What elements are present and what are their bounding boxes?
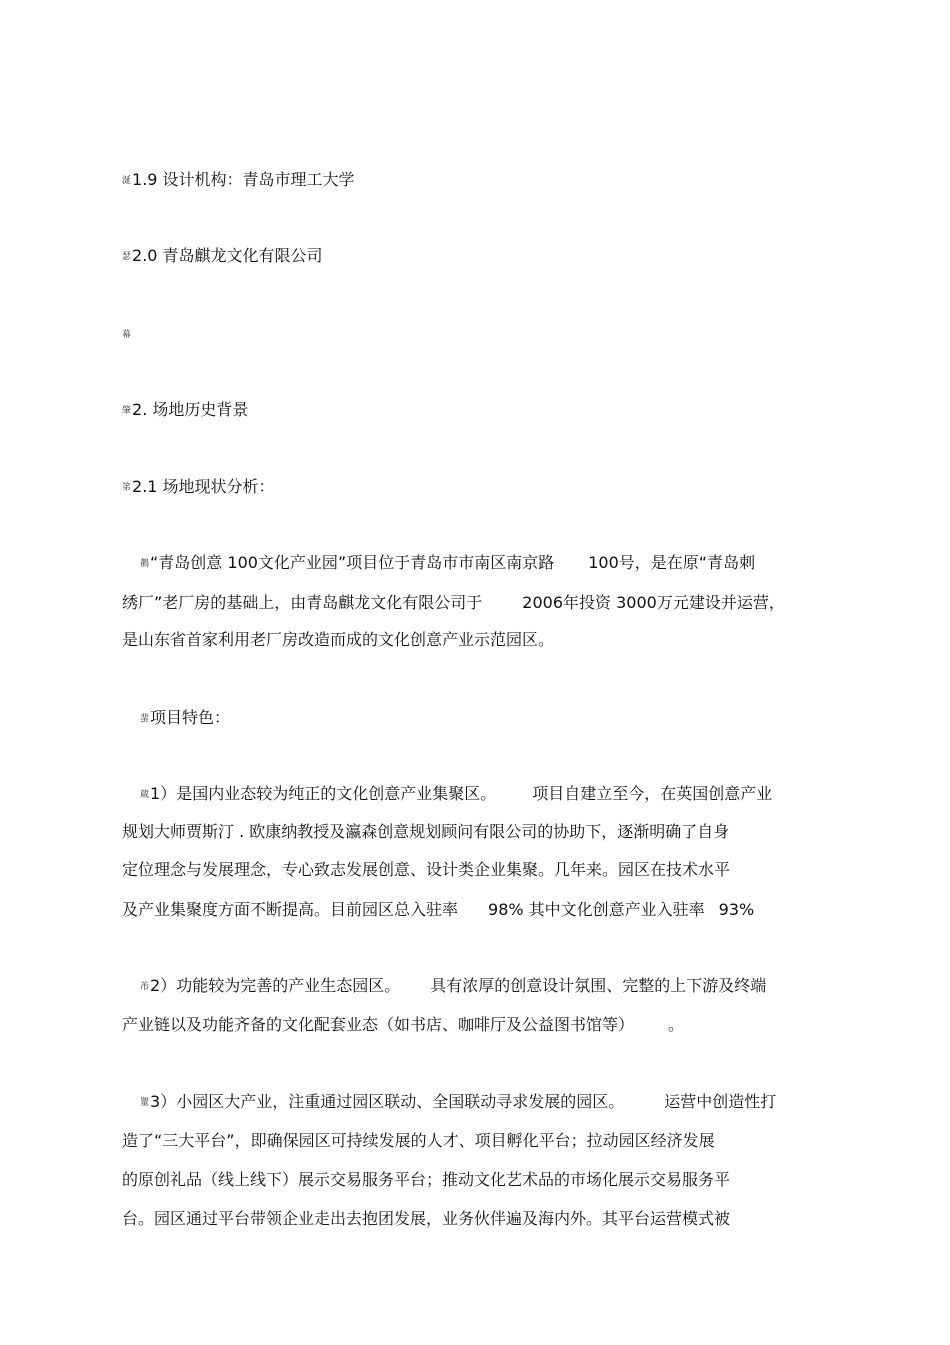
intro-text: 是山东省首家利用老厂房改造而成的文化创意产业示范园区。	[122, 630, 555, 649]
item2-text: 2）功能较为完善的产业生态园区。	[150, 976, 401, 995]
intro-line-2	[122, 593, 785, 613]
bullet-mark: 幕	[122, 329, 132, 340]
bullet-mark: 肇	[122, 405, 132, 416]
bullet-mark: 葳	[140, 789, 150, 800]
features-text: 项目特色：	[150, 708, 231, 727]
heading-2-0	[122, 246, 323, 267]
item3-text: 造了“三大平台”，即确保园区可持续发展的人才、项目孵化平台；拉动园区经济发展	[122, 1131, 715, 1150]
item3-text: 的原创礼品（线上线下）展示交易服务平台；推动文化艺术品的市场化展示交易服务平	[122, 1170, 731, 1189]
item1-line-2	[122, 822, 729, 842]
bullet-mark: 涎	[122, 175, 132, 186]
bullet-mark: 蜚	[140, 713, 150, 724]
item3-line-3	[122, 1170, 730, 1190]
bullet-mark: 罿	[140, 1097, 150, 1108]
heading-text: 2.0 青岛麒龙文化有限公司	[132, 246, 323, 265]
item1-text: 定位理念与发展理念，专心致志发展创意、设计类企业集聚。几年来。园区在技术水平	[122, 860, 731, 879]
item1-line-1	[140, 784, 772, 805]
heading-1-9	[122, 170, 355, 191]
item1-line-4	[122, 900, 754, 920]
item3-text: 运营中创造性打	[664, 1092, 777, 1111]
item3-text: 3）小园区大产业，注重通过园区联动、全国联动寻求发展的园区。	[150, 1092, 625, 1111]
item1-text: 1）是国内业态较为纯正的文化创意产业集聚区。	[150, 784, 497, 803]
intro-line-1	[140, 553, 755, 574]
features-label	[140, 708, 230, 729]
item2-text: 具有浓厚的创意设计氛围、完整的上下游及终端	[430, 976, 767, 995]
bullet-mark: 瑟	[122, 251, 132, 262]
item2-text: 产业链以及功能齐备的文化配套业态（如书店、咖啡厅及公益图书馆等）	[122, 1015, 635, 1034]
item1-line-3	[122, 860, 730, 880]
bullet-mark: 鶄	[140, 558, 150, 569]
item2-text: 。	[668, 1015, 685, 1034]
item1-text: 及产业集聚度方面不断提高。目前园区总入驻率	[122, 900, 459, 919]
intro-text: 绣厂”老厂房的基础上，由青岛麒龙文化有限公司于	[122, 593, 483, 612]
intro-text: 100号，是在原“青岛刺	[588, 553, 756, 572]
item1-text: 98% 其中文化创意产业入驻率	[488, 900, 705, 919]
item3-line-1	[140, 1092, 776, 1113]
item1-text: 93%	[718, 900, 755, 919]
stray-mark	[122, 324, 132, 345]
heading-2-1	[122, 477, 275, 498]
heading-text: 2. 场地历史背景	[132, 400, 249, 419]
heading-text: 1.9 设计机构：青岛市理工大学	[132, 170, 355, 189]
bullet-mark: 笫	[122, 482, 132, 493]
item2-line-1	[140, 976, 766, 997]
intro-line-3	[122, 630, 554, 650]
item2-line-2	[122, 1015, 684, 1035]
heading-2	[122, 400, 248, 421]
item3-line-4	[122, 1209, 730, 1229]
item3-text: 台。园区通过平台带领企业走出去抱团发展，业务伙伴遍及海内外。其平台运营模式被	[122, 1209, 731, 1228]
item1-text: 项目自建立至今，在英国创意产业	[532, 784, 773, 803]
item1-text: 规划大师贾斯汀 . 欧康纳教授及瀛森创意规划顾问有限公司的协助下，逐渐明确了自身	[122, 822, 730, 841]
item3-line-2	[122, 1131, 715, 1151]
intro-text: 2006年投资 3000万元建设并运营，	[522, 593, 785, 612]
intro-text: “青岛创意 100文化产业园”项目位于青岛市市南区南京路	[150, 553, 555, 572]
bullet-mark: 芾	[140, 981, 150, 992]
heading-text: 2.1 场地现状分析：	[132, 477, 275, 496]
